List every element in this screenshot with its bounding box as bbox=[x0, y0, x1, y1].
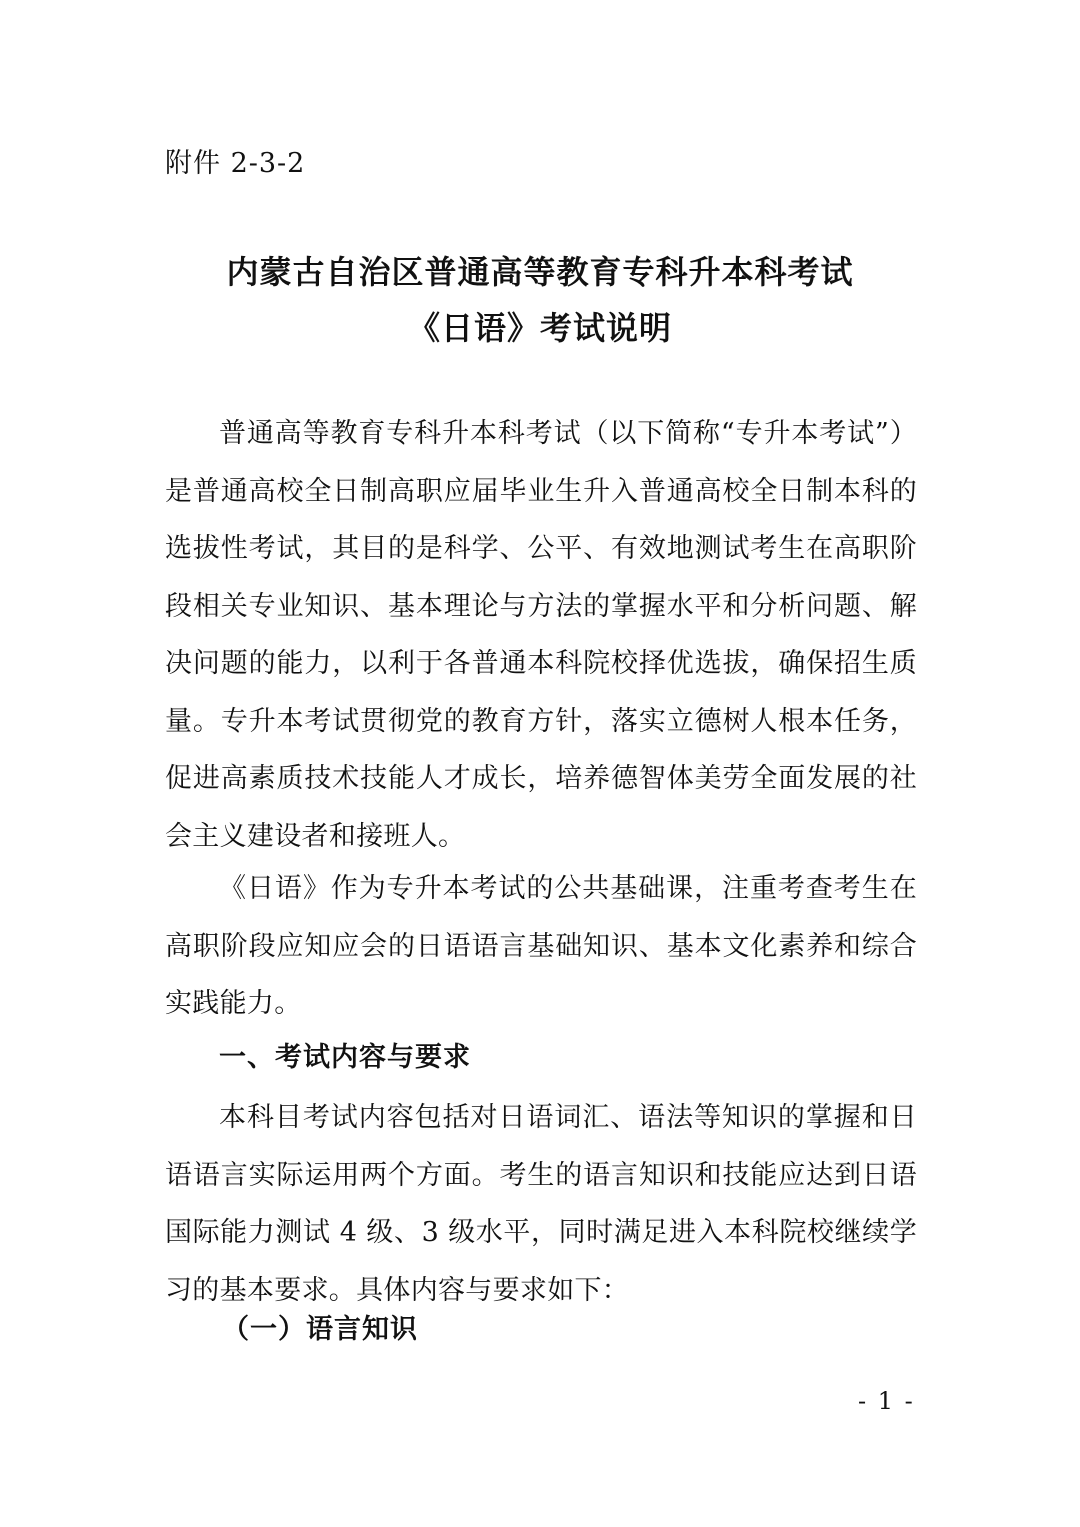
paragraph-exam-content: 本科目考试内容包括对日语词汇、语法等知识的掌握和日语语言实际运用两个方面。考生的语言知识和技能应达到日语国际能力测试 4 级、3 级水平，同时满足进入本科院校继续学习的基本要求。具体内容与要求如下： bbox=[165, 1102, 917, 1306]
section-heading: 一、考试内容与要求 bbox=[219, 1042, 471, 1073]
document-title-line-2: 《日语》考试说明 bbox=[407, 309, 672, 347]
attachment-label: 附件 2-3-2 bbox=[165, 148, 306, 179]
paragraph-japanese-course: 《日语》作为专升本考试的公共基础课，注重考查考生在高职阶段应知应会的日语语言基础知识、基本文化素养和综合实践能力。 bbox=[165, 873, 917, 1019]
subsection-heading: （一）语言知识 bbox=[222, 1314, 418, 1345]
paragraph-intro: 普通高等教育专科升本科考试（以下简称“专升本考试”）是普通高校全日制高职应届毕业生升入普通高校全日制本科的选拔性考试，其目的是科学、公平、有效地测试考生在高职阶段相关专业知识、基本理论与方法的掌握水平和分析问题、解决问题的能力，以利于各普通本科院校择优选拔，确保招生质量。专升本考试贯彻党的教育方针，落实立德树人根本任务，促进高素质技术技能人才成长，培养德智体美劳全面发展的社会主义建设者和接班人。 bbox=[165, 418, 917, 852]
document-title-line-1: 内蒙古自治区普通高等教育专科升本科考试 bbox=[226, 253, 854, 291]
page-number: - 1 - bbox=[858, 1387, 915, 1415]
